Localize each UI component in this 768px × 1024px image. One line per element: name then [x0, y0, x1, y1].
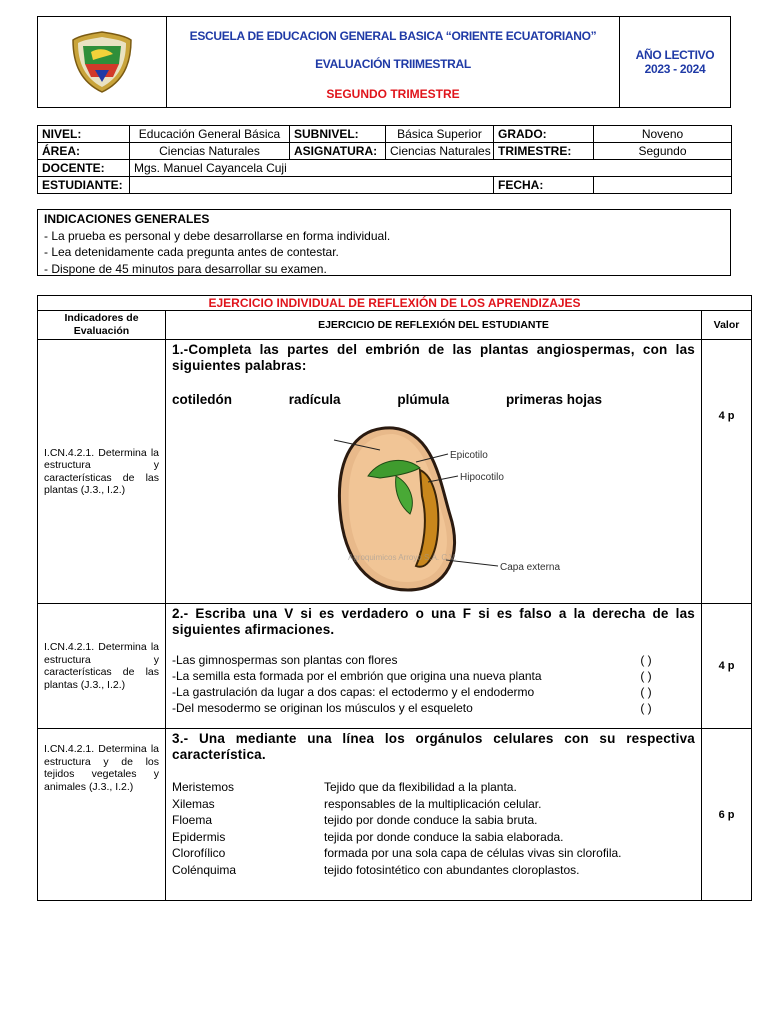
col-header-ejercicio: EJERCICIO DE REFLEXIÓN DEL ESTUDIANTE: [166, 311, 702, 340]
grado-value: Noveno: [594, 126, 732, 143]
word-cotiledon: cotiledón: [172, 392, 232, 407]
area-value: Ciencias Naturales: [130, 143, 290, 160]
q1-word-bank: [172, 392, 602, 407]
subnivel-label: SUBNIVEL:: [290, 126, 386, 143]
exam-title: EVALUACIÓN TRIIMESTRAL: [315, 57, 471, 71]
instruction-item: - Dispone de 45 minutos para desarrollar su examen.: [44, 261, 327, 276]
instructions-title: INDICACIONES GENERALES: [44, 212, 210, 226]
match-definition: tejido por donde conduce la sabia bruta.: [324, 813, 538, 827]
match-item: [172, 812, 695, 829]
word-radicula: radícula: [288, 392, 341, 407]
match-item: [172, 779, 695, 796]
fecha-field[interactable]: [594, 177, 732, 194]
match-term: Clorofílico: [172, 846, 226, 860]
header: [37, 16, 731, 108]
tf-item: [172, 668, 695, 684]
tf-answer-blank[interactable]: ( ): [640, 701, 652, 715]
tf-item: [172, 684, 695, 700]
seed-embryo-diagram: [298, 420, 598, 600]
student-info-table: [37, 125, 732, 194]
match-definition: tejido fotosintético con abundantes cloroplastos.: [324, 862, 580, 877]
fecha-label: FECHA:: [494, 177, 594, 194]
q3-content: [166, 729, 702, 901]
school-year: [620, 17, 730, 107]
q1-valor: 4 p: [702, 340, 752, 604]
tf-statement: -La semilla esta formada por el embrión que origina una nueva planta: [172, 669, 542, 683]
instruction-item: - La prueba es personal y debe desarrollarse en forma individual.: [44, 228, 391, 243]
tf-item: [172, 652, 695, 668]
match-item: [172, 845, 695, 862]
docente-value: Mgs. Manuel Cayancela Cuji: [130, 160, 732, 177]
estudiante-label: ESTUDIANTE:: [38, 177, 130, 194]
col-header-valor: Valor: [702, 311, 752, 340]
trimestre-value: Segundo: [594, 143, 732, 160]
q1-content: [166, 340, 702, 604]
question-row-2: [38, 604, 752, 729]
tf-statement: -La gastrulación da lugar a dos capas: el ectodermo y el endodermo: [172, 685, 535, 699]
q1-indicator: I.CN.4.2.1. Determina la estructura y características de las plantas (J.3., I.2.): [38, 340, 166, 604]
label-hipocotilo: Hipocotilo: [460, 472, 504, 483]
exercise-table: [37, 295, 752, 901]
col-header-indicadores: Indicadores de Evaluación: [38, 311, 166, 340]
match-item: [172, 862, 695, 879]
q3-title: 3.- Una mediante una línea los orgánulos celulares con su respectiva característica.: [172, 731, 695, 762]
question-row-1: [38, 340, 752, 604]
match-item: [172, 796, 695, 813]
tf-answer-blank[interactable]: ( ): [640, 653, 652, 667]
docente-label: DOCENTE:: [38, 160, 130, 177]
nivel-label: NIVEL:: [38, 126, 130, 143]
match-definition: tejida por donde conduce la sabia elaborada.: [324, 829, 564, 844]
grado-label: GRADO:: [494, 126, 594, 143]
match-term: Colénquima: [172, 862, 237, 877]
general-instructions: [37, 209, 731, 276]
q2-content: [166, 604, 702, 729]
tf-answer-blank[interactable]: ( ): [640, 669, 652, 683]
school-logo-cell: [38, 17, 167, 107]
info-row-docente: [38, 160, 732, 177]
word-plumula: plúmula: [397, 392, 450, 407]
match-term: Epidermis: [172, 829, 226, 844]
year-label: AÑO LECTIVO: [635, 48, 715, 62]
period-title: SEGUNDO TRIMESTRE: [326, 87, 460, 101]
q3-indicator: I.CN.4.2.1. Determina la estructura y de los tejidos vegetales y animales (J.3., I.2.): [38, 729, 166, 901]
match-definition: formada por una sola capa de células vivas sin clorofila.: [324, 846, 622, 860]
asignatura-value: Ciencias Naturales: [386, 143, 494, 160]
label-epicotilo: Epicotilo: [450, 450, 488, 461]
question-row-3: [38, 729, 752, 901]
q2-indicator: I.CN.4.2.1. Determina la estructura y características de las plantas (J.3., I.2.): [38, 604, 166, 729]
q2-statements: [172, 652, 695, 716]
school-name: ESCUELA DE EDUCACION GENERAL BASICA “ORIENTE ECUATORIANO”: [189, 29, 597, 43]
info-row-area: [38, 143, 732, 160]
asignatura-label: ASIGNATURA:: [290, 143, 386, 160]
tf-statement: -Del mesodermo se originan los músculos y el esqueleto: [172, 701, 473, 715]
subnivel-value: Básica Superior: [386, 126, 494, 143]
q1-title: 1.-Completa las partes del embrión de las plantas angiospermas, con las siguientes palabras:: [172, 342, 695, 373]
area-label: ÁREA:: [38, 143, 130, 160]
info-row-nivel: [38, 126, 732, 143]
diagram-watermark: Agroquimicos Arroyo S.A. C.V.: [348, 553, 457, 562]
match-item: [172, 829, 695, 846]
school-shield-logo: [71, 30, 133, 94]
word-primeras-hojas: primeras hojas: [505, 392, 602, 407]
exercise-banner: EJERCICIO INDIVIDUAL DE REFLEXIÓN DE LOS APRENDIZAJES: [38, 296, 752, 311]
nivel-value: Educación General Básica: [130, 126, 290, 143]
q2-title: 2.- Escriba una V si es verdadero o una F si es falso a la derecha de las siguientes afirmaciones.: [172, 606, 695, 637]
match-term: Xilemas: [172, 796, 215, 811]
year-value: 2023 - 2024: [644, 62, 706, 76]
match-term: Meristemos: [172, 780, 235, 794]
match-definition: responsables de la multiplicación celular.: [324, 796, 542, 811]
header-titles: [167, 17, 620, 107]
q3-valor: 6 p: [702, 729, 752, 901]
estudiante-field[interactable]: [130, 177, 494, 194]
tf-answer-blank[interactable]: ( ): [640, 685, 652, 699]
instruction-item: - Lea detenidamente cada pregunta antes de contestar.: [44, 245, 339, 259]
trimestre-label: TRIMESTRE:: [494, 143, 594, 160]
q3-matching: [172, 779, 695, 878]
q2-valor: 4 p: [702, 604, 752, 729]
info-row-estudiante: [38, 177, 732, 194]
tf-item: [172, 700, 695, 716]
label-capa-externa: Capa externa: [500, 562, 561, 573]
tf-statement: -Las gimnospermas son plantas con flores: [172, 653, 398, 667]
match-term: Floema: [172, 813, 213, 827]
match-definition: Tejido que da flexibilidad a la planta.: [324, 780, 517, 794]
